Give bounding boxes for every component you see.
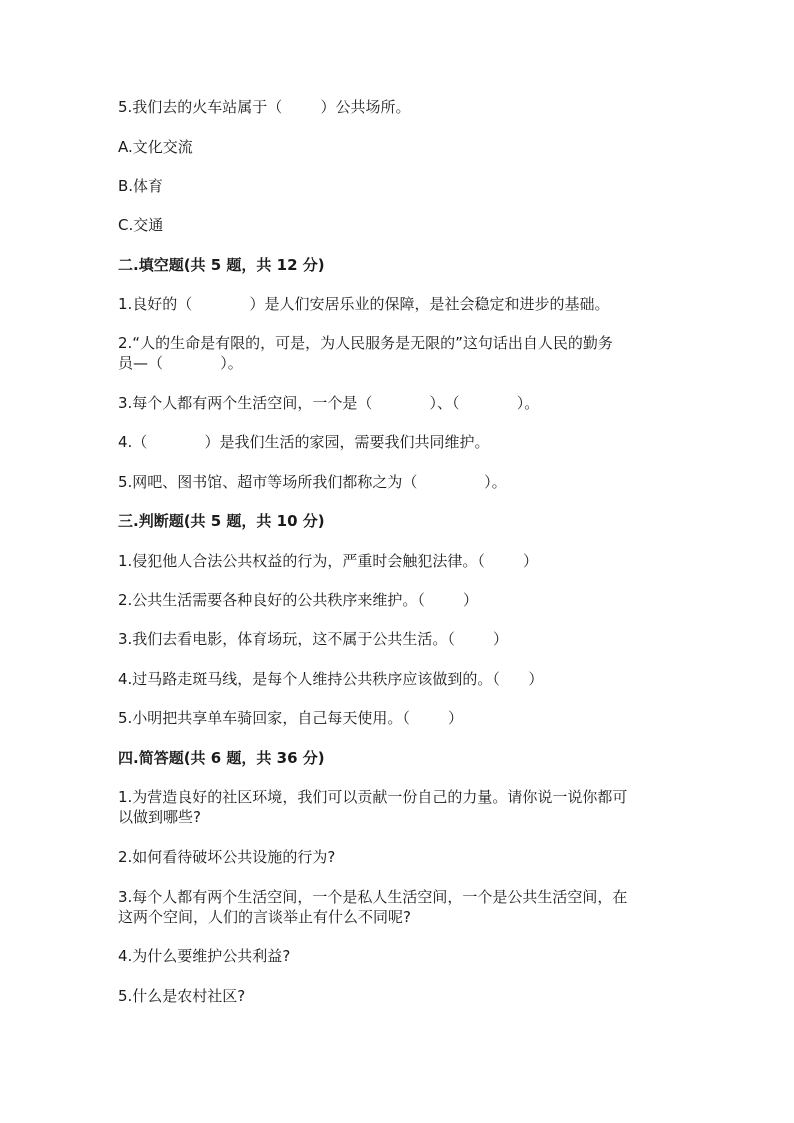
short-answer-section-heading: 四.简答题(共 6 题，共 36 分)	[118, 749, 325, 767]
fill-question-3: 3.每个人都有两个生活空间，一个是（ ）、（ ）。	[118, 394, 540, 412]
short-question-1-line-1: 1.为营造良好的社区环境，我们可以贡献一份自己的力量。请你说一说你都可	[118, 788, 628, 806]
mc-option-b: B.体育	[118, 177, 164, 195]
short-question-2: 2.如何看待破坏公共设施的行为?	[118, 848, 336, 866]
short-question-4: 4.为什么要维护公共利益?	[118, 947, 291, 965]
judge-question-2: 2.公共生活需要各种良好的公共秩序来维护。（ ）	[118, 591, 478, 609]
judge-question-4: 4.过马路走斑马线，是每个人维持公共秩序应该做到的。（ ）	[118, 670, 544, 688]
fill-question-4: 4.（ ）是我们生活的家园，需要我们共同维护。	[118, 433, 490, 451]
fill-question-5: 5.网吧、图书馆、超市等场所我们都称之为（ ）。	[118, 473, 507, 491]
mc-option-a: A.文化交流	[118, 138, 193, 156]
judge-question-3: 3.我们去看电影，体育场玩，这不属于公共生活。（ ）	[118, 630, 508, 648]
judge-section-heading: 三.判断题(共 5 题，共 10 分)	[118, 512, 325, 530]
short-question-5: 5.什么是农村社区?	[118, 987, 246, 1005]
short-question-3-line-2: 这两个空间，人们的言谈举止有什么不同呢?	[118, 908, 411, 926]
judge-question-1: 1.侵犯他人合法公共权益的行为，严重时会触犯法律。（ ）	[118, 552, 538, 570]
fill-question-1: 1.良好的（ ）是人们安居乐业的保障，是社会稳定和进步的基础。	[118, 295, 610, 313]
fill-question-2-line-2: 员—（ ）。	[118, 354, 243, 372]
mc-question-5: 5.我们去的火车站属于（ ）公共场所。	[118, 98, 411, 116]
fill-section-heading: 二.填空题(共 5 题，共 12 分)	[118, 256, 325, 274]
short-question-1-line-2: 以做到哪些?	[118, 808, 201, 826]
judge-question-5: 5.小明把共享单车骑回家，自己每天使用。（ ）	[118, 709, 463, 727]
mc-option-c: C.交通	[118, 216, 164, 234]
short-question-3-line-1: 3.每个人都有两个生活空间，一个是私人生活空间，一个是公共生活空间，在	[118, 888, 628, 906]
fill-question-2-line-1: 2.“人的生命是有限的，可是，为人民服务是无限的”这句话出自人民的勤务	[118, 334, 613, 352]
